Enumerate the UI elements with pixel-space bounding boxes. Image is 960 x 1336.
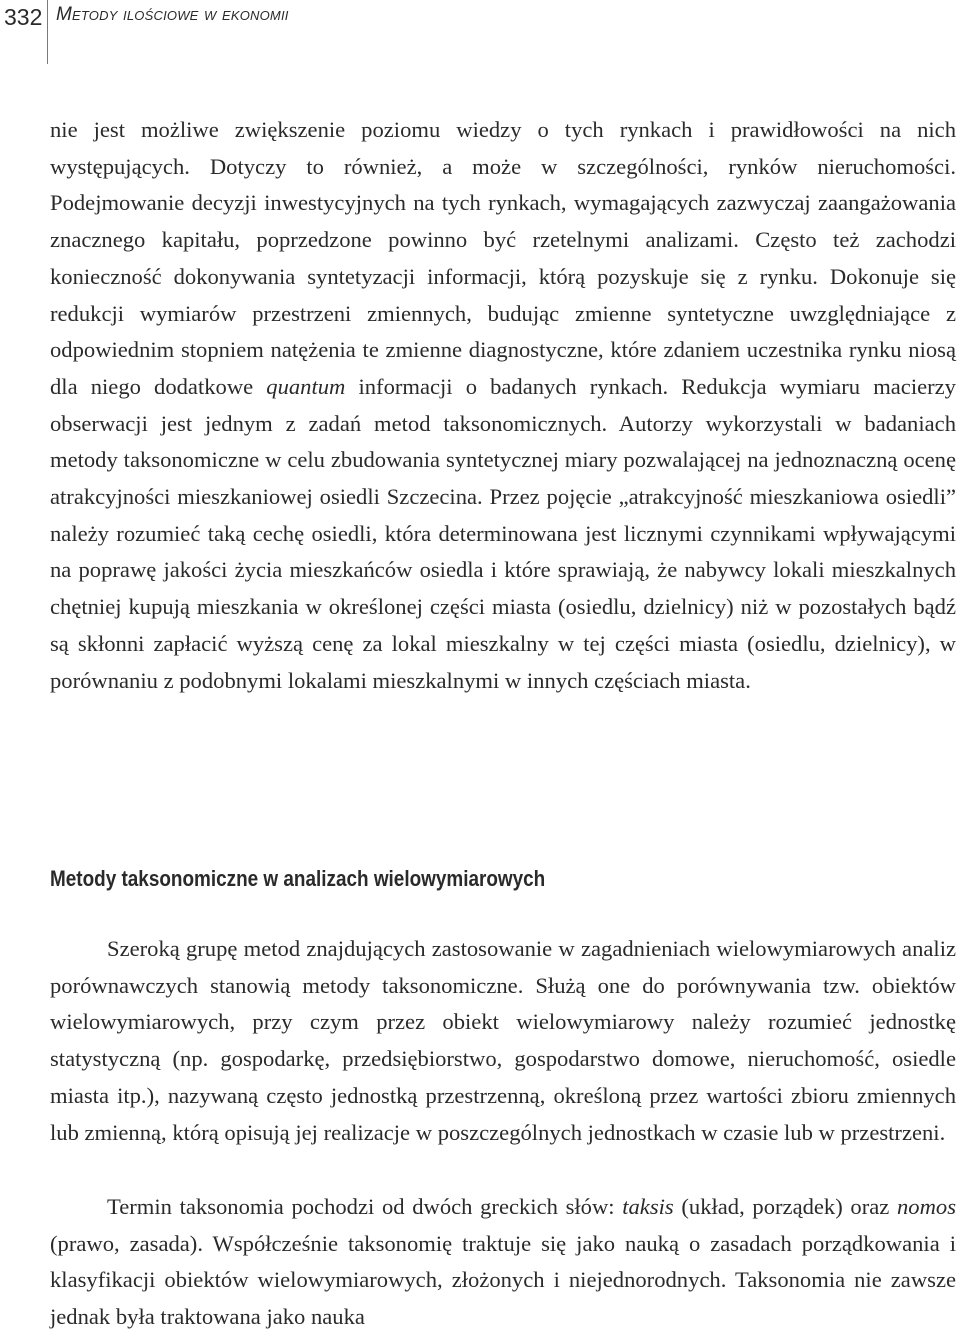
paragraph-1-text-b: informacji o badanych rynkach. Redukcja wymiaru macierzy obserwacji jest jednym z zadań metod taksonomicznych. Autorzy wykorzystali w badaniach metody taksonomiczne w celu zbudowania syntetycznej miary pozwalającej na jednoznaczną ocenę atrakcyjności mieszkaniowej osiedli Szczecina. Przez pojęcie „atrakcyjność mieszkaniowa osiedli” należy rozumieć taką cechę osiedli, która determinowana jest licznymi czynnikami wpływającymi na poprawę jakości życia mieszkańców osiedla i które sprawiają, że nabywcy lokali mieszkalnych chętniej kupują mieszkania w określonej części miasta (osiedlu, dzielnicy) niż w pozostałych bądź są skłonni zapłacić wyższą cenę za lokal mieszkalny w tej części miasta (osiedlu, dzielnicy), w porównaniu z podobnymi lokalami mieszkalnymi w innych częściach miasta. (50, 373, 956, 693)
paragraph-1-text-a: nie jest możliwe zwiększenie poziomu wiedzy o tych rynkach i prawidłowości na nich występujących. Dotyczy to również, a może w szczególności, rynków nieruchomości. Podejmowanie decyzji inwestycyjnych na tych rynkach, wymagających zazwyczaj zaangażowania znacznego kapitału, poprzedzone powinno być rzetelnymi analizami. Często też zachodzi konieczność dokonywania syntetyzacji informacji, którą pozyskuje się z rynku. Dokonuje się redukcji wymiarów przestrzeni zmiennych, budując zmienne syntetyczne uwzględniające z odpowiednim stopniem natężenia te zmienne diagnostyczne, które zdaniem uczestnika rynku niosą dla niego dodatkowe (50, 117, 956, 399)
running-head: Metody ilościowe w ekonomii (56, 4, 289, 25)
paragraph-3-text-a: Termin taksonomia pochodzi od dwóch greckich słów: (107, 1194, 623, 1219)
paragraph-3 (50, 1189, 956, 1336)
paragraph-3-italic-nomos: nomos (897, 1194, 956, 1219)
paragraph-3-text-b: (układ, porządek) oraz (673, 1194, 897, 1219)
page-header (0, 0, 960, 66)
paragraph-2-text: Szeroką grupę metod znajdujących zastosowanie w zagadnieniach wielowymiarowych analiz porównawczych stanowią metody taksonomiczne. Służą one do porównywania tzw. obiektów wielowymiarowych, przy czym przez obiekt wielowymiarowy należy rozumieć jednostkę statystyczną (np. gospodarkę, przedsiębiorstwo, gospodarstwo domowe, nieruchomość, osiedle miasta itp.), nazywaną często jednostką przestrzenną, określoną przez wartości zbioru zmiennych lub zmienną, którą opisują jej realizacje w poszczególnych jednostkach w czasie lub w przestrzeni. (50, 936, 956, 1145)
paragraph-3-italic-taksis: taksis (622, 1194, 674, 1219)
paragraph-2 (50, 931, 956, 1151)
header-divider (47, 0, 48, 64)
section-heading: Metody taksonomiczne w analizach wielowymiarowych (50, 866, 546, 891)
paragraph-1 (50, 112, 956, 699)
paragraph-3-text-c: (prawo, zasada). Współcześnie taksonomię traktuje się jako nauką o zasadach porządkowania i klasyfikacji obiektów wielowymiarowych, złożonych i niejednorodnych. Taksonomia nie zawsze jednak była traktowana jako nauka (50, 1230, 956, 1330)
paragraph-1-italic-term: quantum (266, 373, 346, 399)
page-number: 332 (4, 4, 43, 30)
